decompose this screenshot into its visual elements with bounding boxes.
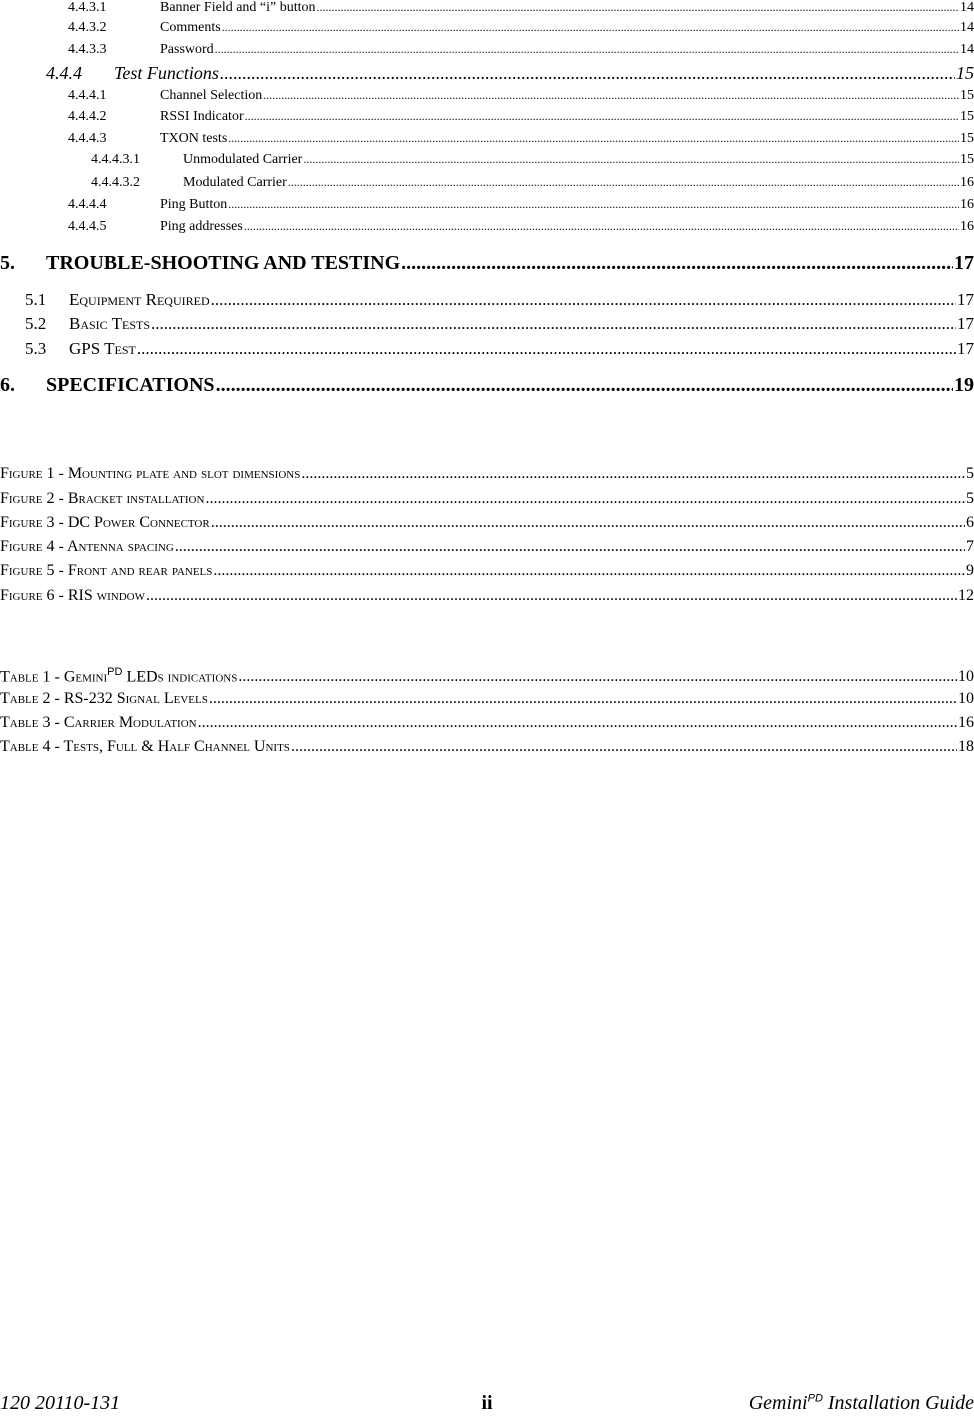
- toc-entry[interactable]: [0, 0, 974, 18]
- toc-entry-number: 5.3: [25, 339, 47, 358]
- toc-leader-dots: [215, 42, 959, 57]
- toc-entry-title: Channel Selection: [160, 88, 263, 103]
- guide-name: Gemini: [748, 1392, 808, 1414]
- table-entry-title: Table 2 - RS-232 Signal Levels: [0, 690, 208, 707]
- toc-leader-dots: [228, 131, 959, 146]
- toc-entry-number: 4.4.4.3.2: [91, 175, 140, 190]
- toc-leader-dots: [263, 88, 959, 103]
- superscript: PD: [107, 666, 123, 678]
- toc-entry-number: 4.4.3.3: [68, 42, 107, 57]
- table-entry-page: 10: [958, 690, 974, 707]
- toc-leader-dots: [301, 465, 965, 483]
- toc-entry-page: 15: [956, 63, 974, 83]
- toc-entry[interactable]: [0, 339, 974, 361]
- toc-entry-title: Basic Tests: [69, 314, 151, 333]
- toc-leader-dots: [198, 714, 957, 732]
- toc-leader-dots: [222, 20, 959, 35]
- figure-entry[interactable]: [0, 514, 974, 534]
- toc-leader-dots: [291, 738, 957, 756]
- toc-entry-title: TROUBLE-SHOOTING AND TESTING: [46, 252, 401, 274]
- page-number: ii: [481, 1392, 493, 1414]
- toc-leader-dots: [175, 538, 965, 556]
- toc-leader-dots: [211, 290, 956, 310]
- toc-leader-dots: [244, 219, 959, 234]
- toc-entry-title: Password: [160, 42, 214, 57]
- toc-entry[interactable]: [0, 290, 974, 312]
- superscript: PD: [807, 1392, 823, 1405]
- table-entry-title: Table 3 - Carrier Modulation: [0, 714, 197, 731]
- toc-leader-dots: [205, 490, 965, 508]
- toc-entry-page: 16: [960, 197, 974, 212]
- toc-leader-dots: [288, 175, 959, 190]
- toc-entry-title: Banner Field and “i” button: [160, 0, 316, 15]
- figure-entry[interactable]: [0, 587, 974, 607]
- toc-entry-page: 15: [960, 109, 974, 124]
- toc-entry-title: Unmodulated Carrier: [183, 152, 303, 167]
- toc-entry[interactable]: [0, 42, 974, 60]
- figure-entry-page: 9: [966, 562, 974, 579]
- table-entry-title-suffix: LEDs indications: [122, 668, 238, 686]
- toc-leader-dots: [137, 339, 956, 359]
- toc-entry-number: 4.4.4.3.1: [91, 152, 140, 167]
- toc-leader-dots: [303, 152, 959, 167]
- table-entry-page: 10: [958, 668, 974, 686]
- toc-entry-page: 15: [960, 88, 974, 103]
- toc-entry-page: 17: [957, 314, 974, 333]
- toc-entry[interactable]: [0, 314, 974, 336]
- toc-entry-page: 14: [960, 0, 974, 15]
- page-footer: [0, 1392, 974, 1416]
- table-entry[interactable]: [0, 666, 974, 686]
- toc-leader-dots: [209, 690, 957, 708]
- toc-entry-title: TXON tests: [160, 131, 228, 146]
- toc-entry-number: 6.: [0, 374, 15, 396]
- toc-leader-dots: [216, 374, 953, 397]
- toc-entry-number: 4.4.3.1: [68, 0, 107, 15]
- toc-entry-number: 5.1: [25, 290, 47, 309]
- toc-entry-title: Ping Button: [160, 197, 228, 212]
- figure-entry-page: 6: [966, 514, 974, 531]
- toc-leader-dots: [213, 562, 965, 580]
- toc-entry-number: 4.4.3.2: [68, 20, 107, 35]
- toc-entry[interactable]: [0, 88, 974, 106]
- figure-entry-title: Figure 6 - RIS window: [0, 587, 145, 604]
- toc-entry-page: 16: [960, 219, 974, 234]
- toc-leader-dots: [245, 109, 959, 124]
- toc-leader-dots: [317, 0, 959, 15]
- toc-entry-title: Modulated Carrier: [183, 175, 287, 190]
- toc-entry-title: GPS Test: [69, 339, 136, 358]
- toc-entry[interactable]: [0, 219, 974, 237]
- table-entry[interactable]: [0, 738, 974, 758]
- toc-entry-number: 4.4.4.1: [68, 88, 107, 103]
- toc-chapter[interactable]: [0, 374, 974, 400]
- toc-entry-number: 4.4.4.5: [68, 219, 107, 234]
- figure-entry[interactable]: [0, 490, 974, 510]
- toc-entry[interactable]: [0, 175, 974, 193]
- toc-entry[interactable]: [0, 152, 974, 170]
- toc-leader-dots: [228, 197, 959, 212]
- toc-entry-number: 5.2: [25, 314, 47, 333]
- toc-entry-title: Equipment Required: [69, 290, 210, 309]
- toc-leader-dots: [146, 587, 957, 605]
- table-entry-title-prefix: Table 1 - Gemini: [0, 668, 108, 686]
- figure-entry-title: Figure 2 - Bracket installation: [0, 490, 205, 507]
- figure-entry-page: 5: [966, 490, 974, 507]
- toc-entry-title: RSSI Indicator: [160, 109, 244, 124]
- toc-entry-title: Ping addresses: [160, 219, 243, 234]
- toc-chapter[interactable]: [0, 252, 974, 278]
- table-entry-page: 18: [958, 738, 974, 755]
- figure-entry-title: Figure 5 - Front and rear panels: [0, 562, 213, 579]
- toc-entry-number: 4.4.4.3: [68, 131, 107, 146]
- toc-entry-page: 17: [954, 252, 974, 274]
- figure-entry[interactable]: [0, 538, 974, 558]
- toc-entry-page: 16: [960, 175, 974, 190]
- table-entry[interactable]: [0, 690, 974, 710]
- toc-leader-dots: [220, 63, 955, 84]
- table-entry-title: Table 4 - Tests, Full & Half Channel Units: [0, 738, 290, 755]
- toc-entry[interactable]: [0, 197, 974, 215]
- figure-entry-page: 5: [966, 465, 974, 482]
- toc-entry-title: SPECIFICATIONS: [46, 374, 215, 396]
- toc-entry-page: 17: [957, 290, 974, 309]
- toc-entry-number: 5.: [0, 252, 15, 274]
- toc-entry-number: 4.4.4.2: [68, 109, 107, 124]
- document-number: 120 20110-131: [0, 1392, 121, 1414]
- toc-leader-dots: [401, 252, 953, 275]
- toc-entry-number: 4.4.4.4: [68, 197, 107, 212]
- toc-leader-dots: [211, 514, 965, 532]
- toc-entry[interactable]: [0, 131, 974, 149]
- table-entry[interactable]: [0, 714, 974, 734]
- toc-entry-page: 14: [960, 42, 974, 57]
- figure-entry-title: Figure 3 - DC Power Connector: [0, 514, 210, 531]
- toc-entry-page: 15: [960, 131, 974, 146]
- toc-entry[interactable]: [0, 109, 974, 127]
- toc-leader-dots: [238, 668, 957, 686]
- figure-entry-page: 7: [966, 538, 974, 555]
- table-entry-page: 16: [958, 714, 974, 731]
- toc-entry-page: 15: [960, 152, 974, 167]
- figure-entry[interactable]: [0, 465, 974, 485]
- figure-entry-page: 12: [958, 587, 974, 604]
- table-entry-title: [0, 666, 237, 686]
- toc-entry-title: Comments: [160, 20, 221, 35]
- toc-entry-page: 17: [957, 339, 974, 358]
- toc-leader-dots: [151, 314, 956, 334]
- toc-entry-number: 4.4.4: [46, 63, 82, 83]
- guide-suffix: Installation Guide: [822, 1392, 974, 1414]
- figure-entry-title: Figure 4 - Antenna spacing: [0, 538, 174, 555]
- guide-title: [749, 1392, 974, 1415]
- figure-entry-title: Figure 1 - Mounting plate and slot dimensions: [0, 465, 301, 482]
- toc-entry[interactable]: [0, 63, 974, 85]
- toc-entry-page: 19: [954, 374, 974, 396]
- toc-entry-title: Test Functions: [114, 63, 219, 83]
- figure-entry[interactable]: [0, 562, 974, 582]
- toc-entry[interactable]: [0, 20, 974, 38]
- toc-entry-page: 14: [960, 20, 974, 35]
